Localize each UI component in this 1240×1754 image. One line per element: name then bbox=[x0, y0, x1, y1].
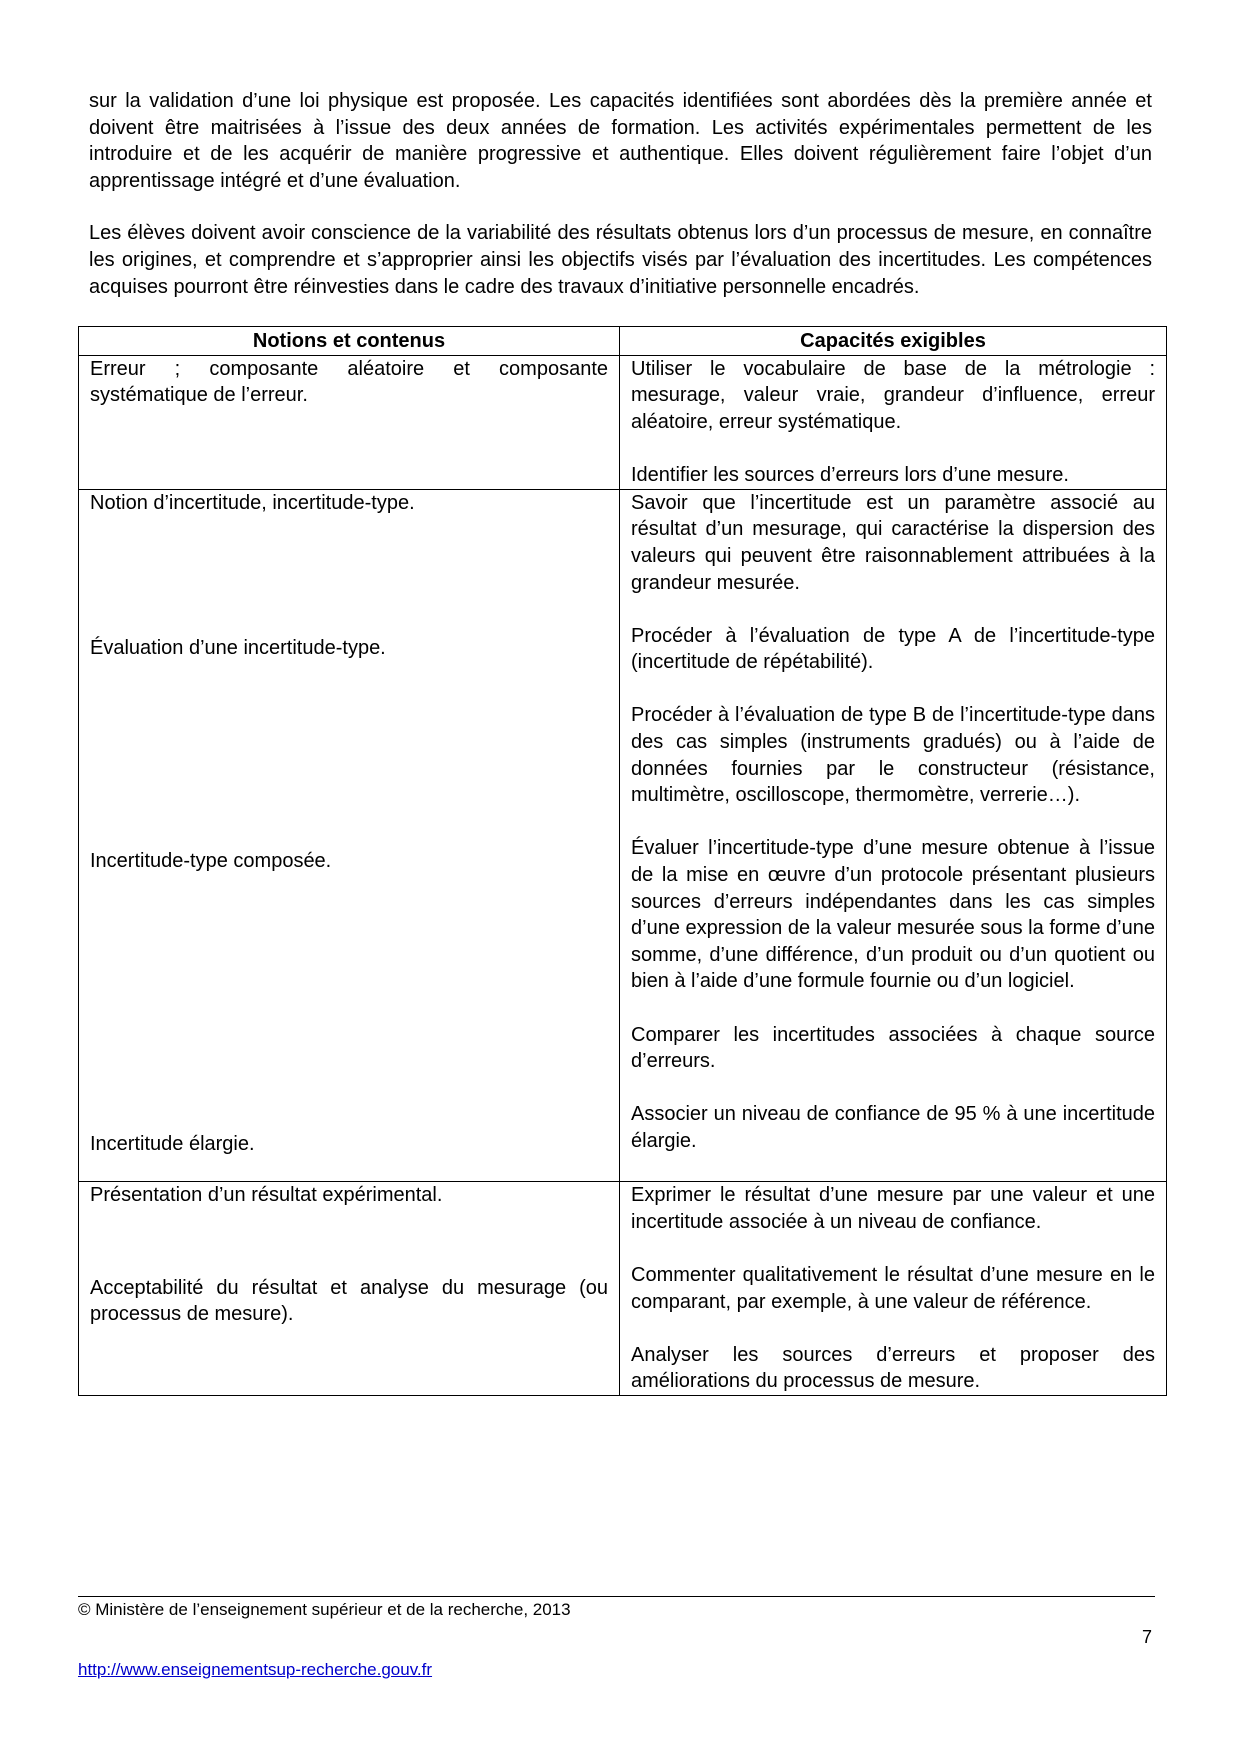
capacite-cell bbox=[620, 489, 1167, 1181]
capacite-text: Évaluer l’incertitude-type d’une mesure obtenue à l’issue de la mise en œuvre d’un protocole présentant plusieurs sources d’erreurs indépendantes dans les cas simples d’une expression de la valeur mesurée sous la forme d’une somme, d’une différence, d’un produit ou d’un quotient ou bien à l’aide d’une formule fournie ou d’un logiciel. bbox=[631, 837, 1155, 993]
intro-paragraph-1: sur la validation d’une loi physique est proposée. Les capacités identifiées sont abordées dès la première année et doivent être maitrisées à l’issue des deux années de formation. Les activités expérimentales permettent de les introduire et de les acquérir de manière progressive et authentique. Elles doivent régulièrement faire l’objet d’un apprentissage intégré et d’une évaluation. bbox=[89, 90, 1152, 192]
capacite-text: Identifier les sources d’erreurs lors d’une mesure. bbox=[631, 464, 1069, 487]
notion-text: Incertitude élargie. bbox=[90, 1132, 255, 1155]
header-notions: Notions et contenus bbox=[79, 327, 620, 356]
table-row bbox=[79, 1182, 1167, 1396]
intro-paragraph-2: Les élèves doivent avoir conscience de la variabilité des résultats obtenus lors d’un processus de mesure, en connaître les origines, et comprendre et s’approprier ainsi les objectifs visés par l’évaluation des incertitudes. Les compétences acquises pourront être réinvesties dans le cadre des travaux d’initiative personnelle encadrés. bbox=[89, 222, 1152, 298]
capacite-text: Procéder à l’évaluation de type B de l’incertitude-type dans des cas simples (instruments gradués) ou à l’aide de données fournies par le constructeur (résistance, multimètre, oscilloscope, thermomètre, verrerie…). bbox=[631, 704, 1155, 807]
capacite-text: Analyser les sources d’erreurs et proposer des améliorations du processus de mesure. bbox=[631, 1343, 1155, 1393]
notion-text: Notion d’incertitude, incertitude-type. bbox=[90, 491, 415, 514]
notion-cell bbox=[79, 355, 620, 489]
notion-text: Évaluation d’une incertitude-type. bbox=[90, 637, 386, 660]
capacite-text: Savoir que l’incertitude est un paramètre associé au résultat d’un mesurage, qui caractérise la dispersion des valeurs qui peuvent être raisonnablement attribuées à la grandeur mesurée. bbox=[631, 491, 1155, 594]
capacite-text: Exprimer le résultat d’une mesure par une valeur et une incertitude associée à un niveau de confiance. bbox=[631, 1184, 1155, 1233]
table-row bbox=[79, 489, 1167, 1181]
notions-capacites-table bbox=[78, 326, 1167, 1396]
notion-text: Incertitude-type composée. bbox=[90, 849, 332, 872]
notion-cell bbox=[79, 1182, 620, 1396]
capacite-text: Procéder à l’évaluation de type A de l’incertitude-type (incertitude de répétabilité). bbox=[631, 624, 1155, 674]
page-number: 7 bbox=[1141, 1627, 1152, 1647]
notion-cell bbox=[79, 489, 620, 1181]
table-header-row bbox=[79, 327, 1167, 356]
notion-text: Présentation d’un résultat expérimental. bbox=[90, 1184, 443, 1207]
capacite-text: Comparer les incertitudes associées à chaque source d’erreurs. bbox=[631, 1023, 1155, 1073]
footer-divider bbox=[78, 1596, 1155, 1597]
capacite-cell bbox=[620, 1182, 1167, 1396]
notion-text: Acceptabilité du résultat et analyse du mesurage (ou processus de mesure). bbox=[90, 1276, 608, 1326]
capacite-text: Commenter qualitativement le résultat d’une mesure en le comparant, par exemple, à une valeur de référence. bbox=[631, 1263, 1155, 1313]
table-row bbox=[79, 355, 1167, 489]
header-capacites: Capacités exigibles bbox=[620, 327, 1167, 356]
footer-link[interactable]: http://www.enseignementsup-recherche.gouv.fr bbox=[78, 1660, 433, 1679]
capacite-text: Utiliser le vocabulaire de base de la métrologie : mesurage, valeur vraie, grandeur d’influence, erreur aléatoire, erreur systématique. bbox=[631, 357, 1155, 433]
capacite-text: Associer un niveau de confiance de 95 % à une incertitude élargie. bbox=[631, 1103, 1155, 1152]
capacite-cell bbox=[620, 355, 1167, 489]
footer-copyright: © Ministère de l’enseignement supérieur et de la recherche, 2013 bbox=[78, 1600, 571, 1619]
notion-text: Erreur ; composante aléatoire et composante systématique de l’erreur. bbox=[90, 357, 608, 407]
document-body bbox=[89, 88, 1155, 1396]
